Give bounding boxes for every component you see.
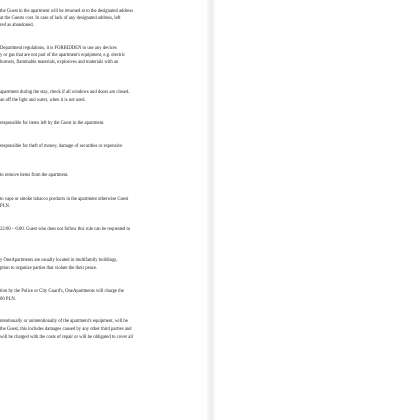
left-text-line: responsible for items left by the Guest in the apartment. [0, 121, 105, 126]
left-text-line: 22:00 – 6:00. Guest who does not follow this rule can be requested to [0, 227, 131, 232]
left-text-line: PLN. [0, 204, 11, 209]
left-text-line: 00 PLN. [0, 297, 16, 302]
left-text-line: ntentionally or unintentionally of the apartment's equipment, will be [0, 319, 128, 324]
left-text-line: y OneApartments are usually located in multifamily buildings, [0, 258, 118, 263]
left-text-line: will be charged with the costs of repair or will be obligated to cover all [0, 335, 133, 340]
left-text-line: ption to organize parties that violate the their peace. [0, 266, 98, 271]
left-text-line: y or gas that are not part of the apartment's equipment, e.g. electric [0, 53, 126, 58]
left-text-line: burners, flammable materials, explosives and materials with an [0, 60, 119, 65]
left-text-line: an off the light and water, when it is not used. [0, 98, 86, 103]
left-text-line: responsible for theft of money, damage of securities or expensive [0, 144, 123, 149]
page-gutter [207, 0, 215, 420]
left-text-line: at the Guests cost. In case of lack of any designated address, left [0, 16, 121, 21]
left-text-line: red as abandoned. [0, 23, 34, 28]
left-text-line: to remove items from the apartment. [0, 173, 69, 178]
left-text-line: the Guest, this includes damages caused by any other third parties and [0, 327, 132, 332]
left-text-line: apartment during the stay, check if all windows and doors are closed. [0, 90, 130, 95]
left-text-line: Department regulations, it is FORBIDDEN to use any devices [0, 46, 117, 51]
left-text-line: the Guest in the apartment will be returned at to the designated address [0, 9, 134, 14]
left-text-line: tion by the Police or City Guard's, OneApartments will charge the [0, 289, 124, 294]
left-text-line: to vape or smoke tobacco products in the apartment otherwise Guest [0, 197, 129, 202]
